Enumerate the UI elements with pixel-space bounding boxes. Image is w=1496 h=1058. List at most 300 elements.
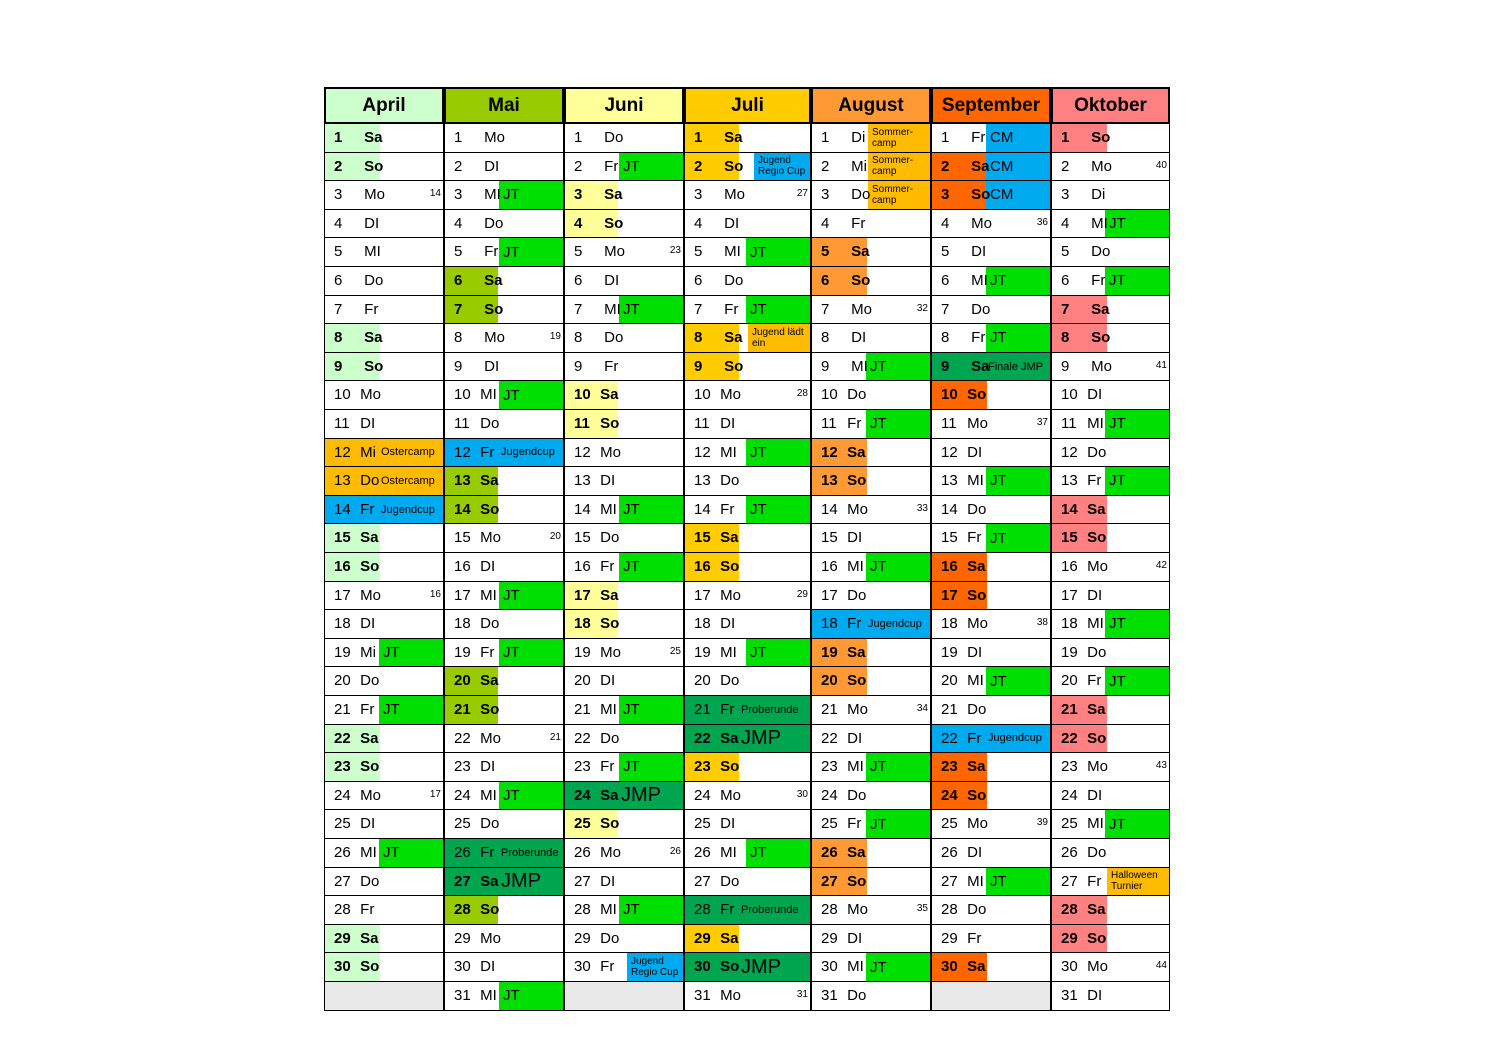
day-label (1061, 186, 1105, 203)
day-cell[interactable] (684, 296, 811, 325)
day-cell[interactable] (931, 238, 1051, 267)
day-cell[interactable] (1051, 410, 1170, 439)
day-cell[interactable] (444, 267, 564, 296)
event-label[interactable] (619, 496, 683, 524)
event-label[interactable] (986, 153, 1050, 181)
day-cell[interactable] (811, 953, 931, 982)
event-label[interactable] (1105, 667, 1169, 695)
day-cell[interactable] (564, 896, 684, 925)
event-label[interactable] (619, 153, 683, 181)
event-label[interactable] (746, 238, 810, 266)
event-label[interactable] (379, 839, 443, 867)
day-cell[interactable] (1051, 953, 1170, 982)
day-cell[interactable] (931, 810, 1051, 839)
event-label[interactable] (754, 153, 810, 181)
day-cell[interactable] (1051, 553, 1170, 582)
day-cell[interactable] (931, 181, 1051, 210)
day-cell[interactable] (1051, 324, 1170, 353)
day-cell[interactable] (324, 439, 444, 468)
day-cell[interactable] (811, 753, 931, 782)
event-label[interactable] (746, 839, 810, 867)
day-cell[interactable] (1051, 753, 1170, 782)
event-label[interactable] (379, 696, 443, 724)
day-cell[interactable] (811, 153, 931, 182)
day-cell[interactable] (931, 839, 1051, 868)
day-cell[interactable] (444, 753, 564, 782)
event-label[interactable] (986, 124, 1050, 152)
day-cell[interactable] (931, 582, 1051, 611)
day-cell[interactable] (564, 124, 684, 153)
day-cell[interactable] (1051, 181, 1170, 210)
day-label (1061, 301, 1110, 318)
day-cell[interactable] (1051, 839, 1170, 868)
day-cell[interactable] (564, 725, 684, 754)
day-cell[interactable] (324, 524, 444, 553)
day-cell[interactable] (444, 925, 564, 954)
day-cell[interactable] (444, 153, 564, 182)
day-cell[interactable] (931, 753, 1051, 782)
day-cell[interactable] (931, 725, 1051, 754)
day-cell[interactable] (444, 410, 564, 439)
day-cell[interactable] (931, 381, 1051, 410)
day-cell[interactable] (684, 553, 811, 582)
day-cell[interactable] (931, 868, 1051, 897)
event-label[interactable] (1105, 210, 1169, 238)
day-cell[interactable] (564, 610, 684, 639)
week-number: 17 (429, 788, 441, 800)
day-cell[interactable] (1051, 496, 1170, 525)
day-cell[interactable] (444, 582, 564, 611)
day-cell[interactable] (811, 782, 931, 811)
day-cell[interactable] (1051, 810, 1170, 839)
day-cell[interactable] (931, 124, 1051, 153)
day-cell[interactable] (811, 524, 931, 553)
day-cell[interactable] (684, 639, 811, 668)
day-cell[interactable] (811, 410, 931, 439)
day-cell[interactable] (1051, 296, 1170, 325)
day-cell[interactable] (811, 868, 931, 897)
day-cell[interactable] (324, 839, 444, 868)
day-cell[interactable] (684, 153, 811, 182)
day-cell[interactable] (811, 896, 931, 925)
event-label[interactable] (868, 181, 930, 209)
day-cell[interactable] (931, 210, 1051, 239)
day-cell[interactable] (931, 410, 1051, 439)
day-cell[interactable] (684, 868, 811, 897)
day-cell[interactable] (564, 267, 684, 296)
day-cell[interactable] (324, 925, 444, 954)
event-label[interactable] (1105, 610, 1169, 638)
day-number: 6 (1061, 272, 1070, 289)
day-cell[interactable] (811, 181, 931, 210)
day-label (821, 558, 864, 575)
event-label[interactable] (746, 496, 810, 524)
day-cell[interactable] (684, 753, 811, 782)
day-cell[interactable] (444, 782, 564, 811)
day-cell[interactable] (684, 725, 811, 754)
day-cell[interactable] (811, 381, 931, 410)
day-cell[interactable] (564, 553, 684, 582)
weekday: Mo (1083, 958, 1109, 976)
day-cell[interactable] (931, 696, 1051, 725)
event-label[interactable] (499, 782, 563, 810)
day-cell[interactable] (684, 667, 811, 696)
day-number: 7 (1061, 300, 1070, 318)
event-label[interactable] (986, 181, 1050, 209)
event-label[interactable] (986, 267, 1050, 295)
event-label[interactable] (619, 896, 683, 924)
event-label[interactable] (866, 353, 930, 381)
day-cell[interactable] (324, 610, 444, 639)
day-cell[interactable] (564, 467, 684, 496)
day-cell[interactable] (324, 953, 444, 982)
event-label[interactable] (619, 553, 683, 581)
week-number: 39 (1036, 817, 1048, 829)
day-cell[interactable] (811, 810, 931, 839)
day-label (1061, 958, 1108, 975)
day-cell[interactable] (324, 810, 444, 839)
day-cell[interactable] (564, 667, 684, 696)
day-cell[interactable] (811, 925, 931, 954)
day-cell[interactable] (324, 181, 444, 210)
day-cell[interactable] (564, 925, 684, 954)
day-cell[interactable] (684, 896, 811, 925)
day-cell[interactable] (931, 782, 1051, 811)
day-cell[interactable] (931, 496, 1051, 525)
weekday: DI (596, 872, 616, 890)
day-cell[interactable] (564, 353, 684, 382)
event-label[interactable] (619, 696, 683, 724)
day-cell[interactable] (324, 353, 444, 382)
day-label (694, 615, 735, 632)
day-cell[interactable] (444, 467, 564, 496)
day-cell[interactable] (324, 467, 444, 496)
day-cell[interactable] (1051, 667, 1170, 696)
day-cell[interactable] (564, 238, 684, 267)
day-cell[interactable] (1051, 925, 1170, 954)
event-label[interactable] (499, 238, 563, 266)
day-cell[interactable] (1051, 582, 1170, 611)
day-cell[interactable] (811, 467, 931, 496)
day-cell[interactable] (811, 639, 931, 668)
day-cell[interactable] (684, 124, 811, 153)
day-cell[interactable] (324, 496, 444, 525)
day-cell[interactable] (324, 667, 444, 696)
day-cell[interactable] (684, 238, 811, 267)
day-cell[interactable] (564, 181, 684, 210)
day-cell[interactable] (444, 524, 564, 553)
day-cell[interactable] (1051, 238, 1170, 267)
day-cell[interactable] (1051, 267, 1170, 296)
event-label[interactable] (866, 953, 930, 981)
day-number: 11 (1061, 415, 1077, 432)
event-label[interactable] (1107, 868, 1169, 896)
day-cell[interactable] (564, 868, 684, 897)
event-label[interactable] (986, 868, 1050, 896)
day-label (694, 158, 743, 175)
day-cell[interactable] (1051, 439, 1170, 468)
day-cell[interactable] (324, 296, 444, 325)
day-cell[interactable] (811, 353, 931, 382)
day-cell[interactable] (684, 381, 811, 410)
event-label[interactable] (499, 982, 563, 1010)
day-cell[interactable] (811, 238, 931, 267)
day-cell[interactable] (324, 381, 444, 410)
day-cell[interactable] (444, 353, 564, 382)
day-cell[interactable] (444, 238, 564, 267)
day-cell[interactable] (564, 696, 684, 725)
day-cell[interactable] (1051, 524, 1170, 553)
day-cell[interactable] (931, 553, 1051, 582)
day-cell[interactable] (1051, 153, 1170, 182)
day-cell[interactable] (324, 210, 444, 239)
event-label[interactable] (746, 639, 810, 667)
day-cell[interactable] (564, 296, 684, 325)
day-cell[interactable] (564, 496, 684, 525)
day-label (941, 873, 984, 890)
day-cell[interactable] (1051, 696, 1170, 725)
day-cell[interactable] (684, 524, 811, 553)
week-number: 14 (429, 188, 441, 200)
day-number: 24 (454, 786, 471, 804)
event-label[interactable] (866, 810, 930, 838)
day-number: 15 (1061, 529, 1078, 547)
day-cell[interactable] (564, 639, 684, 668)
day-cell[interactable] (811, 324, 931, 353)
day-cell[interactable] (444, 868, 564, 897)
day-cell[interactable] (564, 782, 684, 811)
event-label[interactable] (627, 953, 683, 981)
day-cell[interactable] (684, 839, 811, 868)
day-cell[interactable] (444, 610, 564, 639)
day-cell[interactable] (444, 896, 564, 925)
event-label[interactable] (499, 181, 563, 209)
day-cell[interactable] (1051, 896, 1170, 925)
day-cell[interactable] (1051, 982, 1170, 1011)
day-cell[interactable] (444, 953, 564, 982)
weekday: Sa (360, 129, 383, 146)
day-cell[interactable] (324, 238, 444, 267)
day-cell[interactable] (324, 410, 444, 439)
day-cell[interactable] (811, 553, 931, 582)
day-cell[interactable] (564, 324, 684, 353)
day-cell[interactable] (324, 753, 444, 782)
day-cell[interactable] (444, 982, 564, 1011)
event-text: Sommer-camp (872, 183, 914, 206)
day-cell[interactable] (1051, 210, 1170, 239)
day-cell[interactable] (444, 210, 564, 239)
day-cell[interactable] (564, 582, 684, 611)
event-label[interactable] (619, 753, 683, 781)
day-cell[interactable] (564, 524, 684, 553)
weekday: Mo (963, 415, 989, 432)
day-cell[interactable] (1051, 868, 1170, 897)
day-cell[interactable] (1051, 124, 1170, 153)
day-cell[interactable] (564, 153, 684, 182)
day-cell[interactable] (324, 324, 444, 353)
event-label[interactable] (746, 439, 810, 467)
day-cell[interactable] (811, 439, 931, 468)
event-label[interactable] (866, 410, 930, 438)
day-cell[interactable] (564, 753, 684, 782)
day-cell[interactable] (564, 839, 684, 868)
day-cell[interactable] (684, 210, 811, 239)
event-label[interactable] (1105, 410, 1169, 438)
day-cell[interactable] (811, 296, 931, 325)
day-cell[interactable] (684, 439, 811, 468)
day-cell[interactable] (931, 267, 1051, 296)
day-cell[interactable] (684, 181, 811, 210)
event-label[interactable] (619, 296, 683, 324)
day-cell[interactable] (324, 639, 444, 668)
day-cell[interactable] (564, 410, 684, 439)
event-label[interactable] (868, 124, 930, 152)
weekday: Sa (720, 329, 743, 347)
day-cell[interactable] (811, 667, 931, 696)
day-cell[interactable] (811, 267, 931, 296)
day-cell[interactable] (684, 810, 811, 839)
event-label[interactable] (866, 753, 930, 781)
day-cell[interactable] (931, 667, 1051, 696)
day-cell[interactable] (444, 381, 564, 410)
day-cell[interactable] (684, 467, 811, 496)
event-label[interactable] (986, 467, 1050, 495)
event-label[interactable] (986, 667, 1050, 695)
day-cell[interactable] (564, 953, 684, 982)
day-cell[interactable] (811, 610, 931, 639)
day-cell[interactable] (931, 524, 1051, 553)
day-cell[interactable] (444, 181, 564, 210)
event-label[interactable] (499, 582, 563, 610)
day-cell (324, 982, 444, 1011)
day-cell[interactable] (444, 696, 564, 725)
day-cell[interactable] (931, 353, 1051, 382)
day-cell[interactable] (931, 953, 1051, 982)
day-cell[interactable] (931, 639, 1051, 668)
day-cell[interactable] (564, 381, 684, 410)
day-cell[interactable] (324, 582, 444, 611)
event-label[interactable] (1105, 467, 1169, 495)
day-cell[interactable] (931, 296, 1051, 325)
day-cell[interactable] (931, 153, 1051, 182)
day-cell[interactable] (684, 324, 811, 353)
day-cell[interactable] (324, 782, 444, 811)
day-cell[interactable] (324, 153, 444, 182)
day-cell[interactable] (811, 982, 931, 1011)
event-label[interactable] (986, 324, 1050, 352)
day-label (694, 358, 743, 375)
day-cell[interactable] (1051, 639, 1170, 668)
day-cell[interactable] (811, 725, 931, 754)
day-cell[interactable] (931, 467, 1051, 496)
day-cell[interactable] (444, 667, 564, 696)
day-number: 23 (574, 758, 591, 776)
day-cell[interactable] (1051, 353, 1170, 382)
day-cell[interactable] (324, 696, 444, 725)
event-text: JT (870, 358, 887, 376)
day-cell[interactable] (324, 124, 444, 153)
event-label[interactable] (1105, 810, 1169, 838)
day-cell[interactable] (324, 896, 444, 925)
day-cell[interactable] (684, 782, 811, 811)
day-cell[interactable] (811, 839, 931, 868)
day-cell[interactable] (811, 210, 931, 239)
day-cell[interactable] (444, 553, 564, 582)
day-cell[interactable] (444, 124, 564, 153)
day-cell[interactable] (684, 925, 811, 954)
event-label[interactable] (866, 553, 930, 581)
day-cell[interactable] (324, 267, 444, 296)
day-label (941, 129, 985, 146)
day-cell[interactable] (684, 982, 811, 1011)
day-cell[interactable] (444, 439, 564, 468)
day-cell[interactable] (444, 725, 564, 754)
day-cell[interactable] (811, 582, 931, 611)
day-cell[interactable] (811, 496, 931, 525)
day-cell[interactable] (444, 296, 564, 325)
event-label[interactable] (748, 324, 810, 352)
day-cell[interactable] (931, 925, 1051, 954)
day-cell[interactable] (444, 639, 564, 668)
day-cell[interactable] (1051, 467, 1170, 496)
day-cell[interactable] (1051, 725, 1170, 754)
day-cell[interactable] (931, 610, 1051, 639)
event-label[interactable] (379, 639, 443, 667)
day-number: 24 (821, 786, 838, 804)
day-cell[interactable] (931, 324, 1051, 353)
day-cell[interactable] (684, 496, 811, 525)
day-cell[interactable] (931, 896, 1051, 925)
day-cell[interactable] (684, 353, 811, 382)
day-cell[interactable] (444, 496, 564, 525)
day-number: 27 (454, 872, 471, 890)
day-cell[interactable] (444, 324, 564, 353)
day-cell[interactable] (324, 553, 444, 582)
day-cell[interactable] (564, 210, 684, 239)
event-label[interactable] (986, 524, 1050, 552)
day-cell[interactable] (931, 439, 1051, 468)
day-cell[interactable] (684, 267, 811, 296)
day-cell[interactable] (684, 696, 811, 725)
day-number: 16 (334, 558, 351, 575)
day-cell[interactable] (564, 439, 684, 468)
day-cell[interactable] (1051, 610, 1170, 639)
day-label (454, 672, 499, 689)
day-cell[interactable] (811, 696, 931, 725)
day-cell[interactable] (564, 810, 684, 839)
day-cell[interactable] (1051, 381, 1170, 410)
day-cell[interactable] (684, 610, 811, 639)
event-label[interactable] (1105, 267, 1169, 295)
day-cell[interactable] (444, 839, 564, 868)
day-cell[interactable] (684, 410, 811, 439)
event-text: JT (503, 186, 520, 204)
weekday: Do (716, 472, 740, 490)
event-label[interactable] (746, 296, 810, 324)
day-cell[interactable] (324, 725, 444, 754)
event-text: JT (1109, 672, 1126, 690)
day-number: 16 (454, 558, 471, 575)
event-label[interactable] (499, 381, 563, 409)
day-cell[interactable] (684, 953, 811, 982)
event-label[interactable] (868, 153, 930, 181)
day-cell[interactable] (1051, 782, 1170, 811)
day-cell[interactable] (684, 582, 811, 611)
day-cell[interactable] (811, 124, 931, 153)
day-cell[interactable] (444, 810, 564, 839)
event-label[interactable] (499, 639, 563, 667)
day-cell[interactable] (324, 868, 444, 897)
